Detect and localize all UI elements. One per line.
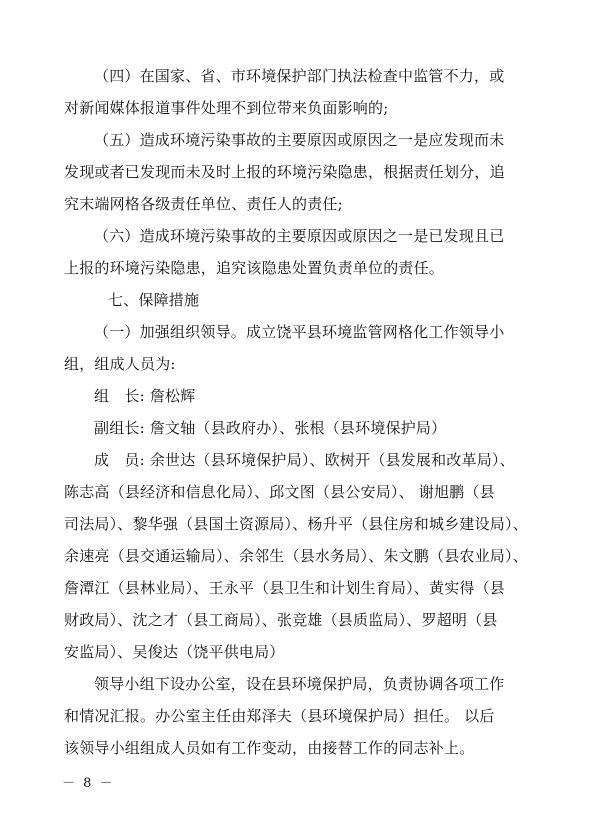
- text-line: 余速亮（县交通运输局）、余邻生（县水务局）、朱文鹏（县农业局）、: [64, 547, 528, 565]
- text-line: 组，组成人员为:: [64, 355, 176, 373]
- text-line: 财政局）、沈之才（县工商局）、张竞雄（县质监局）、罗超明（县: [64, 611, 498, 629]
- text-line: 发现或者已发现而未及时上报的环境污染隐患，根据责任划分，追: [64, 163, 505, 181]
- leader-line: 组 长: 詹松辉: [94, 387, 196, 405]
- text-line: 和情况汇报。办公室主任由郑泽夫（县环境保护局）担任。 以后: [64, 707, 495, 725]
- text-line: （四）在国家、省、市环境保护部门执法检查中监管不力，或: [94, 67, 505, 85]
- text-line: 上报的环境污染隐患，追究该隐患处置负责单位的责任。: [64, 259, 445, 277]
- text-line: 司法局）、黎华强（县国土资源局）、杨升平（县住房和城乡建设局）、: [64, 515, 528, 533]
- text-line: （五）造成环境污染事故的主要原因或原因之一是应发现而未: [94, 131, 505, 149]
- text-line: 该领导小组组成人员如有工作变动，由接替工作的同志补上。: [64, 739, 475, 757]
- text-line: 安监局）、吴俊达（饶平供电局）: [64, 643, 285, 661]
- document-body: [64, 60, 534, 764]
- text-line: 领导小组下设办公室，设在县环境保护局，负责协调各项工作: [94, 675, 505, 693]
- section-heading: 七、保障措施: [108, 291, 200, 309]
- page-number: － 8 －: [62, 776, 115, 791]
- members-line: 成 员: 余世达（县环境保护局）、欧树开（县发展和改革局）、: [94, 451, 515, 469]
- text-line: 究末端网格各级责任单位、责任人的责任;: [64, 195, 343, 213]
- deputy-leader-line: 副组长: 詹文轴（县政府办）、张根（县环境保护局）: [94, 419, 447, 437]
- text-line: （六）造成环境污染事故的主要原因或原因之一是已发现且已: [94, 227, 505, 245]
- text-line: 詹潭江（县林业局）、王永平（县卫生和计划生育局）、黄实得（县: [64, 579, 506, 597]
- text-line: 陈志高（县经济和信息化局）、邱文图（县公安局）、 谢旭鹏（县: [64, 483, 495, 501]
- text-line: （一）加强组织领导。成立饶平县环境监管网格化工作领导小: [94, 323, 505, 341]
- text-line: 对新闻媒体报道事件处理不到位带来负面影响的;: [64, 99, 389, 117]
